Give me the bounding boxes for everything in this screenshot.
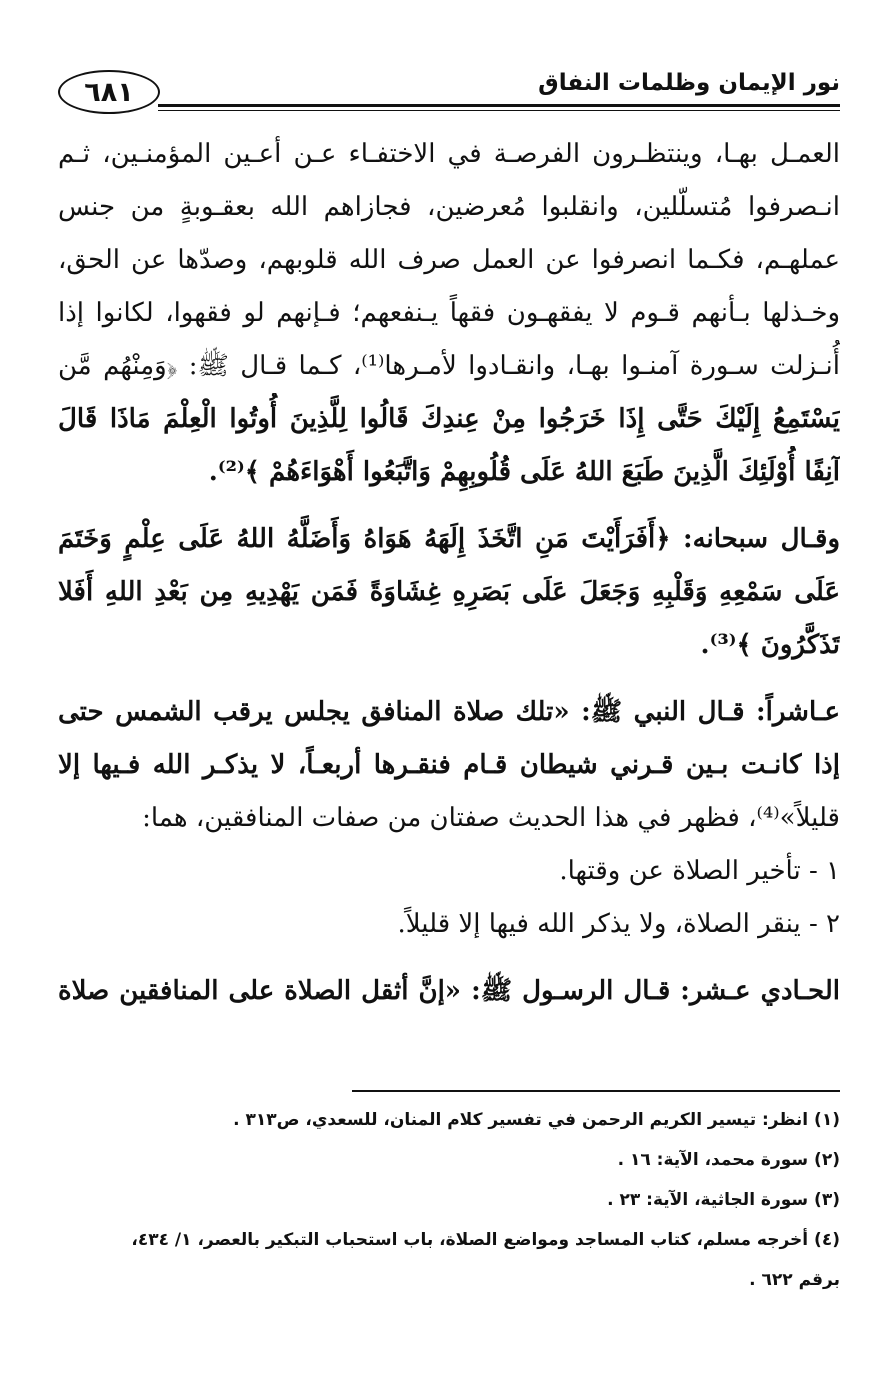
- footnote-separator: [352, 1090, 840, 1092]
- footnote: (٢) سورة محمد، الآية: ١٦ .: [617, 1150, 840, 1170]
- running-title: نور الإيمان وظلمات النفاق: [538, 70, 840, 96]
- hadith-line: الحـادي عـشر: قـال الرسـول ﷺ: «إنَّ أثقل الصلاة على المنافقين صلاة: [58, 976, 840, 1006]
- footnote: (٤) أخرجه مسلم، كتاب المساجد ومواضع الصلاة، باب استحباب التبكير بالعصر، ١/ ٤٣٤،: [131, 1230, 840, 1250]
- hadith-line: إذا كانـت بـين قـرني شيطان قـام فنقـرها أربعـاً، لا يذكـر الله فـيها إلا: [58, 750, 840, 780]
- quran-line: وقـال سبحانه: ﴿أَفَرَأَيْتَ مَنِ اتَّخَذَ إِلَهَهُ هَوَاهُ وَأَضَلَّهُ اللهُ عَلَى عِلْمٍ وَخَتَمَ: [58, 524, 840, 554]
- header-rule: [158, 104, 840, 107]
- footnote: (١) انظر: تيسير الكريم الرحمن في تفسير كلام المنان، للسعدي، ص٣١٣ .: [233, 1110, 840, 1130]
- text-line: أُنـزلت سـورة آمنـوا بهـا، وانقـادوا لأمـرها⁽¹⁾، كـما قـال ﷺ: ﴿وَمِنْهُم مَّن: [58, 351, 840, 381]
- list-item: ١ - تأخير الصلاة عن وقتها.: [559, 856, 840, 886]
- footnote: (٣) سورة الجاثية، الآية: ٢٣ .: [607, 1190, 840, 1210]
- footnote-continuation: برقم ٦٢٢ .: [749, 1270, 840, 1290]
- quran-line: عَلَى سَمْعِهِ وَقَلْبِهِ وَجَعَلَ عَلَى بَصَرِهِ غِشَاوَةً فَمَن يَهْدِيهِ مِن بَعْدِ اللهِ أَفَلا: [58, 577, 840, 607]
- footnotes: [58, 1100, 840, 1300]
- text-line: عملهـم، فكـما انصرفوا عن العمل صرف الله قلوبهم، وصدّها عن الحق،: [58, 245, 840, 275]
- text-line: العمـل بهـا، وينتظـرون الفرصـة في الاختفـاء عـن أعـين المؤمنـين، ثـم: [58, 139, 840, 169]
- main-text: [58, 128, 840, 1018]
- hadith-line: عـاشراً: قـال النبي ﷺ: «تلك صلاة المنافق يجلس يرقب الشمس حتى: [58, 697, 840, 727]
- text-line: وخـذلها بـأنهم قـوم لا يفقهـون فقهاً يـنفعهم؛ فـإنهم لو فقهوا، لكانوا إذا: [58, 298, 840, 328]
- list-item: ٢ - ينقر الصلاة، ولا يذكر الله فيها إلا قليلاً.: [397, 909, 840, 939]
- text-line: انـصرفوا مُتسلّلين، وانقلبوا مُعرضين، فجازاهم الله بعقـوبةٍ من جنس: [58, 192, 840, 222]
- page-number: ٦٨١: [58, 70, 160, 114]
- header-rule-thin: [158, 110, 840, 111]
- quran-line: تَذَكَّرُونَ ﴾⁽³⁾.: [700, 630, 840, 660]
- page-header: [58, 62, 840, 122]
- quran-line: آنِفًا أُوْلَئِكَ الَّذِينَ طَبَعَ اللهُ عَلَى قُلُوبِهِمْ وَاتَّبَعُوا أَهْوَاءَهُمْ ﴾⁽²⁾.: [208, 457, 840, 487]
- quran-line: يَسْتَمِعُ إِلَيْكَ حَتَّى إِذَا خَرَجُوا مِنْ عِندِكَ قَالُوا لِلَّذِينَ أُوتُوا الْعِلْمَ مَاذَا قَالَ: [58, 404, 840, 434]
- text-line: قليلاً»⁽⁴⁾، فظهر في هذا الحديث صفتان من صفات المنافقين، هما:: [142, 803, 840, 833]
